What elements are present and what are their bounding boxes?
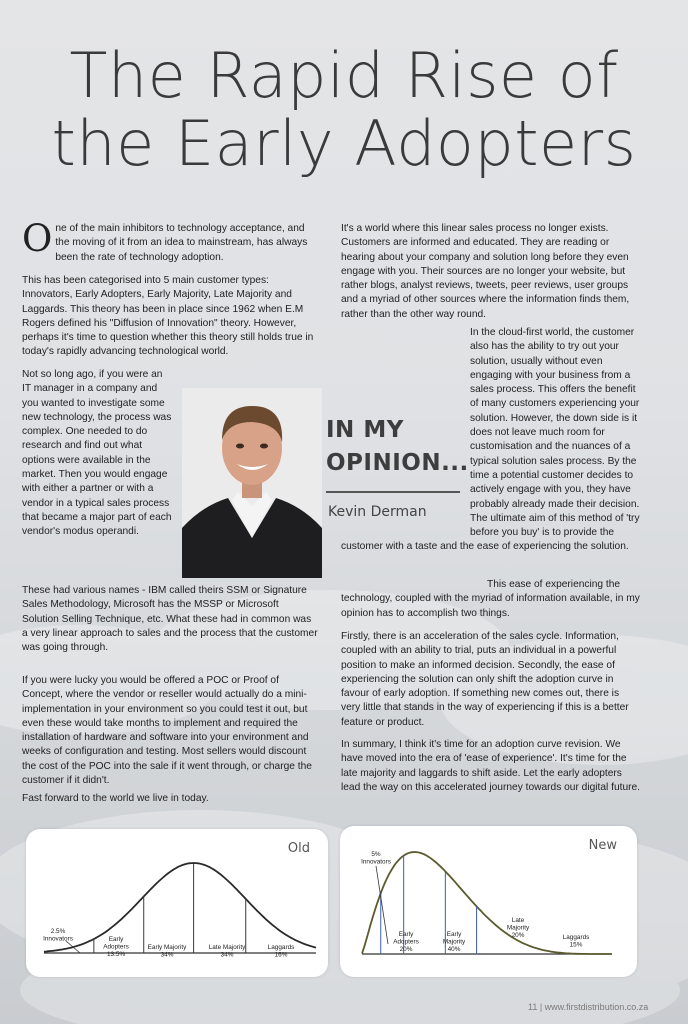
segment-label-line: Early [446, 931, 462, 938]
segment-label-line: Late [511, 917, 525, 924]
segment-label-line: 5% [371, 851, 381, 858]
innovators-pointer [376, 866, 388, 944]
customer-types-paragraph: This has been categorised into 5 main customer types: Innovators, Early Adopters, Early Majority, Late Majority and Laggards. This theory has been in place since 1962 when E.M Rogers defined his "Diffusion of Innovation" theory. However, perhaps it's time to question whether this theory still holds true in today's rapidly advancing technological world. [22, 275, 314, 358]
segment-label-line: Early [398, 931, 414, 938]
poc-paragraph: If you were lucky you would be offered a POC or Proof of Concept, where the vendor or reseller would actually do a mini-implementation in your environment so you could test it out, but even these would take months to implement and required the installation of hardware and software into your environment and weeks of configuration and testing. Most sellers would discount the cost of the POC into the sale if it went through, or charge the customer if it didn't. [22, 675, 312, 787]
old-adoption-chart [26, 829, 328, 977]
cloud-first-paragraph [341, 326, 641, 578]
author-portrait-image [182, 388, 322, 578]
segment-label [148, 944, 188, 958]
segment-label-line: Early Majority [147, 944, 187, 951]
it-manager-paragraph: Not so long ago, if you were an IT manager in a company and you wanted to investigate some new technology, the process was complex. One needed to do research and find out what options were available in the market. Then you would engage with either a partner or with a vendor in a typical sales process that became a major part of each vendor's modus operandi. [22, 369, 172, 538]
segment-label-line: Laggards [562, 934, 590, 941]
segment-label [209, 944, 246, 958]
segment-label-line: 2.5% [50, 928, 66, 935]
segment-label [43, 928, 73, 942]
opinion-heading-line-2: OPINION... [326, 450, 469, 476]
segment-label-line: Innovators [361, 858, 391, 866]
acceleration-paragraph: Firstly, there is an acceleration of the sales cycle. Information, coupled with an ability to trial, puts an individual in a powerful position to make an informed decision. Secondly, the ease of experiencing the solution can only shift the adoption curve in favour of early adoption. If something new comes out, there is very little that stands in the way of experiencing if this is a better feature or product. [341, 631, 629, 728]
segment-label [563, 934, 590, 948]
innovators-pointer [66, 941, 80, 953]
segment-label [361, 851, 391, 865]
page-title-line-1: The Rapid Rise of [69, 39, 619, 112]
segment-label-line: Majority [506, 924, 530, 932]
segment-label-line: Late Majority [208, 944, 246, 951]
segment-label-line: 16% [274, 951, 288, 959]
segment-label-line: Innovators [43, 935, 73, 943]
author-photo [182, 388, 322, 578]
segment-label-line: Laggards [267, 944, 295, 951]
ease-of-experience-paragraph: This ease of experiencing the technology, coupled with the myriad of information available, in my opinion has to accomplish two things. [341, 579, 640, 619]
old-chart-title: Old [287, 841, 310, 856]
opinion-heading-line-1: IN MY [326, 417, 404, 443]
segment-label-line: Majority [442, 938, 466, 946]
segment-label [393, 931, 419, 953]
drop-cap: O [22, 217, 53, 260]
cloud-first-paragraph-text: In the cloud-first world, the customer also has the ability to try out your solution, usually without even engaging with your business from a sales process. This offers the benefit of many customers experiencing your solution. However, the down side is it does not leave much room for customisation and the nuances of a typical solution sales process. By the time a potential customer decides to actively engage with you, they have probably already made their decision. The ultimate aim of this method of 'try before you buy' is to provide the customer with a taste and the ease of experiencing the solution. [341, 327, 640, 553]
segment-label [103, 936, 129, 958]
summary-paragraph: In summary, I think it's time for an adoption curve revision. We have moved into the era of 'ease of experience'. It's time for the late majority and laggards to shift aside. Let the early adopters lead the way on this accelerated journey towards our digital future. [341, 739, 641, 793]
fast-forward-paragraph: Fast forward to the world we live in today. [22, 793, 209, 804]
intro-paragraph-text: ne of the main inhibitors to technology acceptance, and the moving of it from an idea to mainstream, has always been the rate of technology adoption. [55, 223, 308, 263]
segment-label-line: 13.5% [106, 950, 126, 958]
page-title [0, 39, 688, 180]
sales-methodologies-paragraph: These had various names - IBM called theirs SSM or Signature Sales Methodology, Microsoft has the MSSP or Microsoft Solution Selling Technique, etc. What these had in common was a very linear approach to sales and the process that the customer was going through. [22, 585, 318, 654]
intro-paragraph [22, 217, 318, 265]
segment-label-line: 20% [399, 945, 413, 953]
segment-label [443, 931, 466, 953]
new-chart-title: New [588, 838, 617, 853]
segment-label-line: 40% [447, 945, 461, 953]
page-title-line-2: the Early Adopters [51, 107, 637, 180]
segment-label-line: 34% [220, 951, 234, 959]
new-adoption-chart [340, 826, 637, 977]
old-adoption-curve-svg [26, 829, 328, 977]
segment-label-line: 15% [569, 941, 583, 949]
segment-label [268, 944, 295, 958]
page-footer: 11 | www.firstdistribution.co.za [528, 1002, 649, 1012]
segment-label-line: 34% [160, 951, 174, 959]
segment-label-line: Adopters [103, 943, 129, 951]
segment-label-line: 20% [511, 931, 525, 939]
segment-label-line: Early [108, 936, 124, 943]
segment-label-line: Adopters [393, 938, 419, 946]
author-byline: Kevin Derman [328, 504, 427, 520]
adoption-curve [44, 863, 316, 952]
linear-sales-paragraph: It's a world where this linear sales process no longer exists. Customers are informed and educated. They are reading or hearing about your company and solution long before they even engage with you. Their sources are no longer your website, but rather blogs, analyst reviews, tweets, peer reviews, user groups and a myriad of other sources where the information finds them, rather than the other way round. [341, 223, 630, 320]
